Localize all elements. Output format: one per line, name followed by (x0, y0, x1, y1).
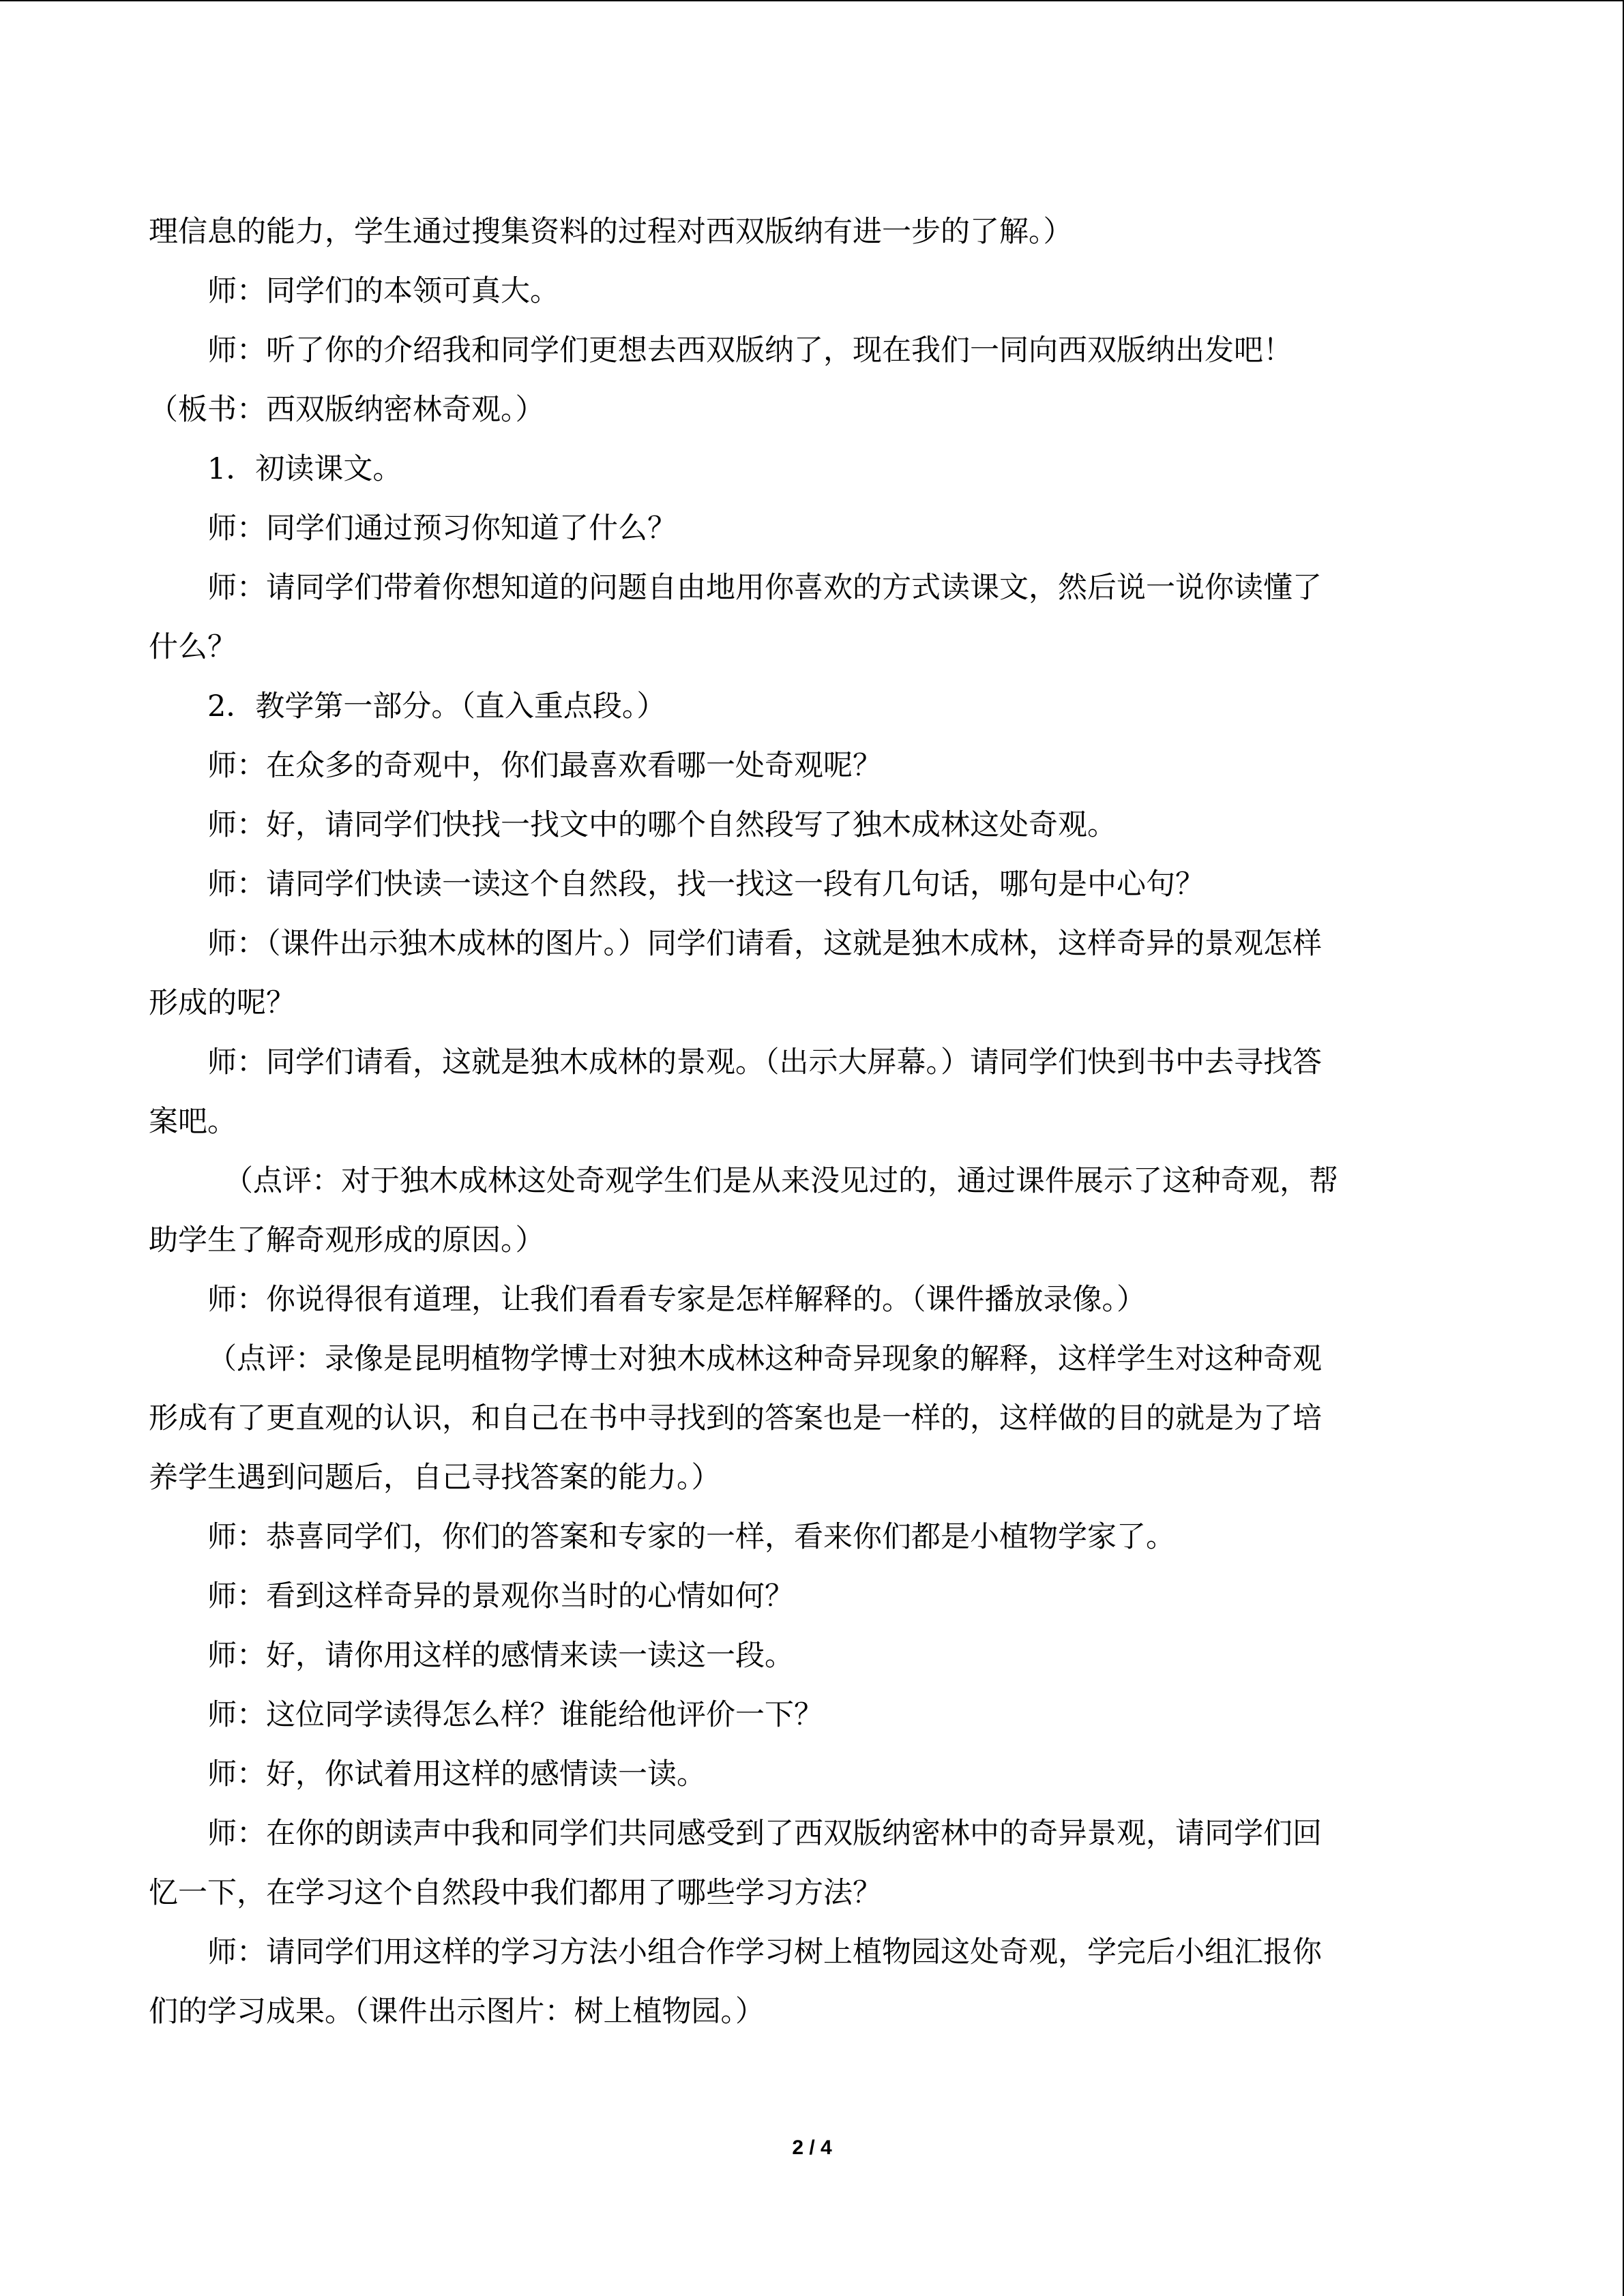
text-line: 师：同学们请看，这就是独木成林的景观。（出示大屏幕。）请同学们快到书中去寻找答 (207, 1045, 1322, 1079)
text-line: 师：好，请你用这样的感情来读一读这一段。 (207, 1639, 794, 1673)
text-line: （板书：西双版纳密林奇观。） (149, 393, 545, 427)
text-line: （点评：录像是昆明植物学博士对独木成林这种奇异现象的解释，这样学生对这种奇观 (207, 1342, 1322, 1376)
text-line: 师：在你的朗读声中我和同学们共同感受到了西双版纳密林中的奇异景观，请同学们回 (207, 1817, 1322, 1851)
text-line: （点评：对于独木成林这处奇观学生们是从来没见过的，通过课件展示了这种奇观，帮 (224, 1164, 1338, 1198)
text-line: 师：听了你的介绍我和同学们更想去西双版纳了，现在我们一同向西双版纳出发吧！ (207, 333, 1293, 368)
text-line: 师：恭喜同学们，你们的答案和专家的一样，看来你们都是小植物学家了。 (207, 1520, 1175, 1554)
text-line: 师：好，请同学们快找一找文中的哪个自然段写了独木成林这处奇观。 (207, 808, 1117, 842)
page-number: 2 / 4 (792, 2136, 832, 2159)
text-line: 师：好，你试着用这样的感情读一读。 (207, 1757, 706, 1791)
text-line: 师：请同学们快读一读这个自然段，找一找这一段有几句话，哪句是中心句？ (207, 867, 1205, 901)
document-body (149, 203, 1476, 2042)
text-line: 形成的呢？ (149, 986, 295, 1020)
text-line: 什么？ (149, 630, 237, 664)
text-line: 忆一下，在学习这个自然段中我们都用了哪些学习方法？ (149, 1876, 882, 1910)
text-line: 师：看到这样奇异的景观你当时的心情如何？ (207, 1579, 794, 1613)
text-line: 师：这位同学读得怎么样？谁能给他评价一下？ (207, 1698, 823, 1732)
text-line: 助学生了解奇观形成的原因。） (149, 1223, 545, 1257)
text-line: 们的学习成果。（课件出示图片：树上植物园。） (149, 1995, 765, 2029)
text-line: 师：同学们的本领可真大。 (207, 274, 559, 308)
text-line: 师：请同学们用这样的学习方法小组合作学习树上植物园这处奇观，学完后小组汇报你 (207, 1935, 1322, 1969)
text-line: 养学生遇到问题后，自己寻找答案的能力。） (149, 1461, 721, 1495)
text-line: 师：同学们通过预习你知道了什么？ (207, 511, 677, 546)
text-line: 理信息的能力，学生通过搜集资料的过程对西双版纳有进一步的了解。） (149, 215, 1073, 249)
text-line: 师：请同学们带着你想知道的问题自由地用你喜欢的方式读课文，然后说一说你读懂了 (207, 571, 1322, 605)
text-line: 师：你说得很有道理，让我们看看专家是怎样解释的。（课件播放录像。） (207, 1283, 1146, 1317)
text-line: 师：在众多的奇观中，你们最喜欢看哪一处奇观呢？ (207, 749, 882, 783)
text-line: 2．教学第一部分。（直入重点段。） (207, 689, 666, 724)
text-line: 案吧。 (149, 1105, 237, 1139)
text-line: 师：（课件出示独木成林的图片。）同学们请看，这就是独木成林，这样奇异的景观怎样 (207, 927, 1322, 961)
text-line: 形成有了更直观的认识，和自己在书中寻找到的答案也是一样的，这样做的目的就是为了培 (149, 1401, 1322, 1435)
text-line: 1．初读课文。 (207, 452, 402, 486)
